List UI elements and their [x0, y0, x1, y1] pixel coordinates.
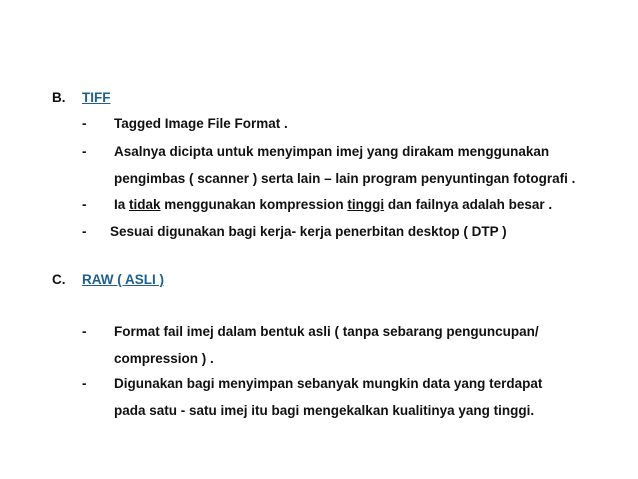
section-c-bullet-1: Format fail imej dalam bentuk asli ( tanpa sebarang penguncupan/ [114, 324, 539, 339]
section-b-bullet-4-dash: - [82, 224, 87, 239]
section-c-bullet-2-continuation: pada satu - satu imej itu bagi mengekalkan kualitinya yang tinggi. [114, 403, 535, 418]
section-c-heading: RAW ( ASLI ) [82, 272, 164, 287]
section-b-bullet-2: Asalnya dicipta untuk menyimpan imej yang dirakam menggunakan [114, 144, 550, 159]
section-b-bullet-1-dash: - [82, 116, 87, 131]
bullet-3-prefix: Ia [114, 197, 130, 212]
section-b-bullet-2-continuation: pengimbas ( scanner ) serta lain – lain program penyuntingan fotografi . [114, 171, 576, 186]
underlined-word-tidak: tidak [129, 197, 161, 212]
section-b-bullet-3-dash: - [82, 197, 87, 212]
section-c-bullet-1-dash: - [82, 324, 87, 339]
section-c-bullet-2: Digunakan bagi menyimpan sebanyak mungkin data yang terdapat [114, 376, 543, 391]
section-b-bullet-1: Tagged Image File Format . [114, 116, 288, 131]
section-b-marker: B. [52, 90, 66, 105]
section-b-bullet-3 [114, 197, 552, 212]
section-c-marker: C. [52, 272, 66, 287]
section-b-bullet-4: Sesuai digunakan bagi kerja- kerja penerbitan desktop ( DTP ) [110, 224, 507, 239]
underlined-word-tinggi: tinggi [347, 197, 385, 212]
section-c-bullet-1-continuation: compression ) . [114, 351, 214, 366]
section-c-bullet-2-dash: - [82, 376, 87, 391]
section-b-bullet-2-dash: - [82, 144, 87, 159]
bullet-3-middle: menggunakan kompression [160, 197, 348, 212]
bullet-3-suffix: dan failnya adalah besar . [384, 197, 553, 212]
section-b-heading: TIFF [82, 90, 111, 105]
